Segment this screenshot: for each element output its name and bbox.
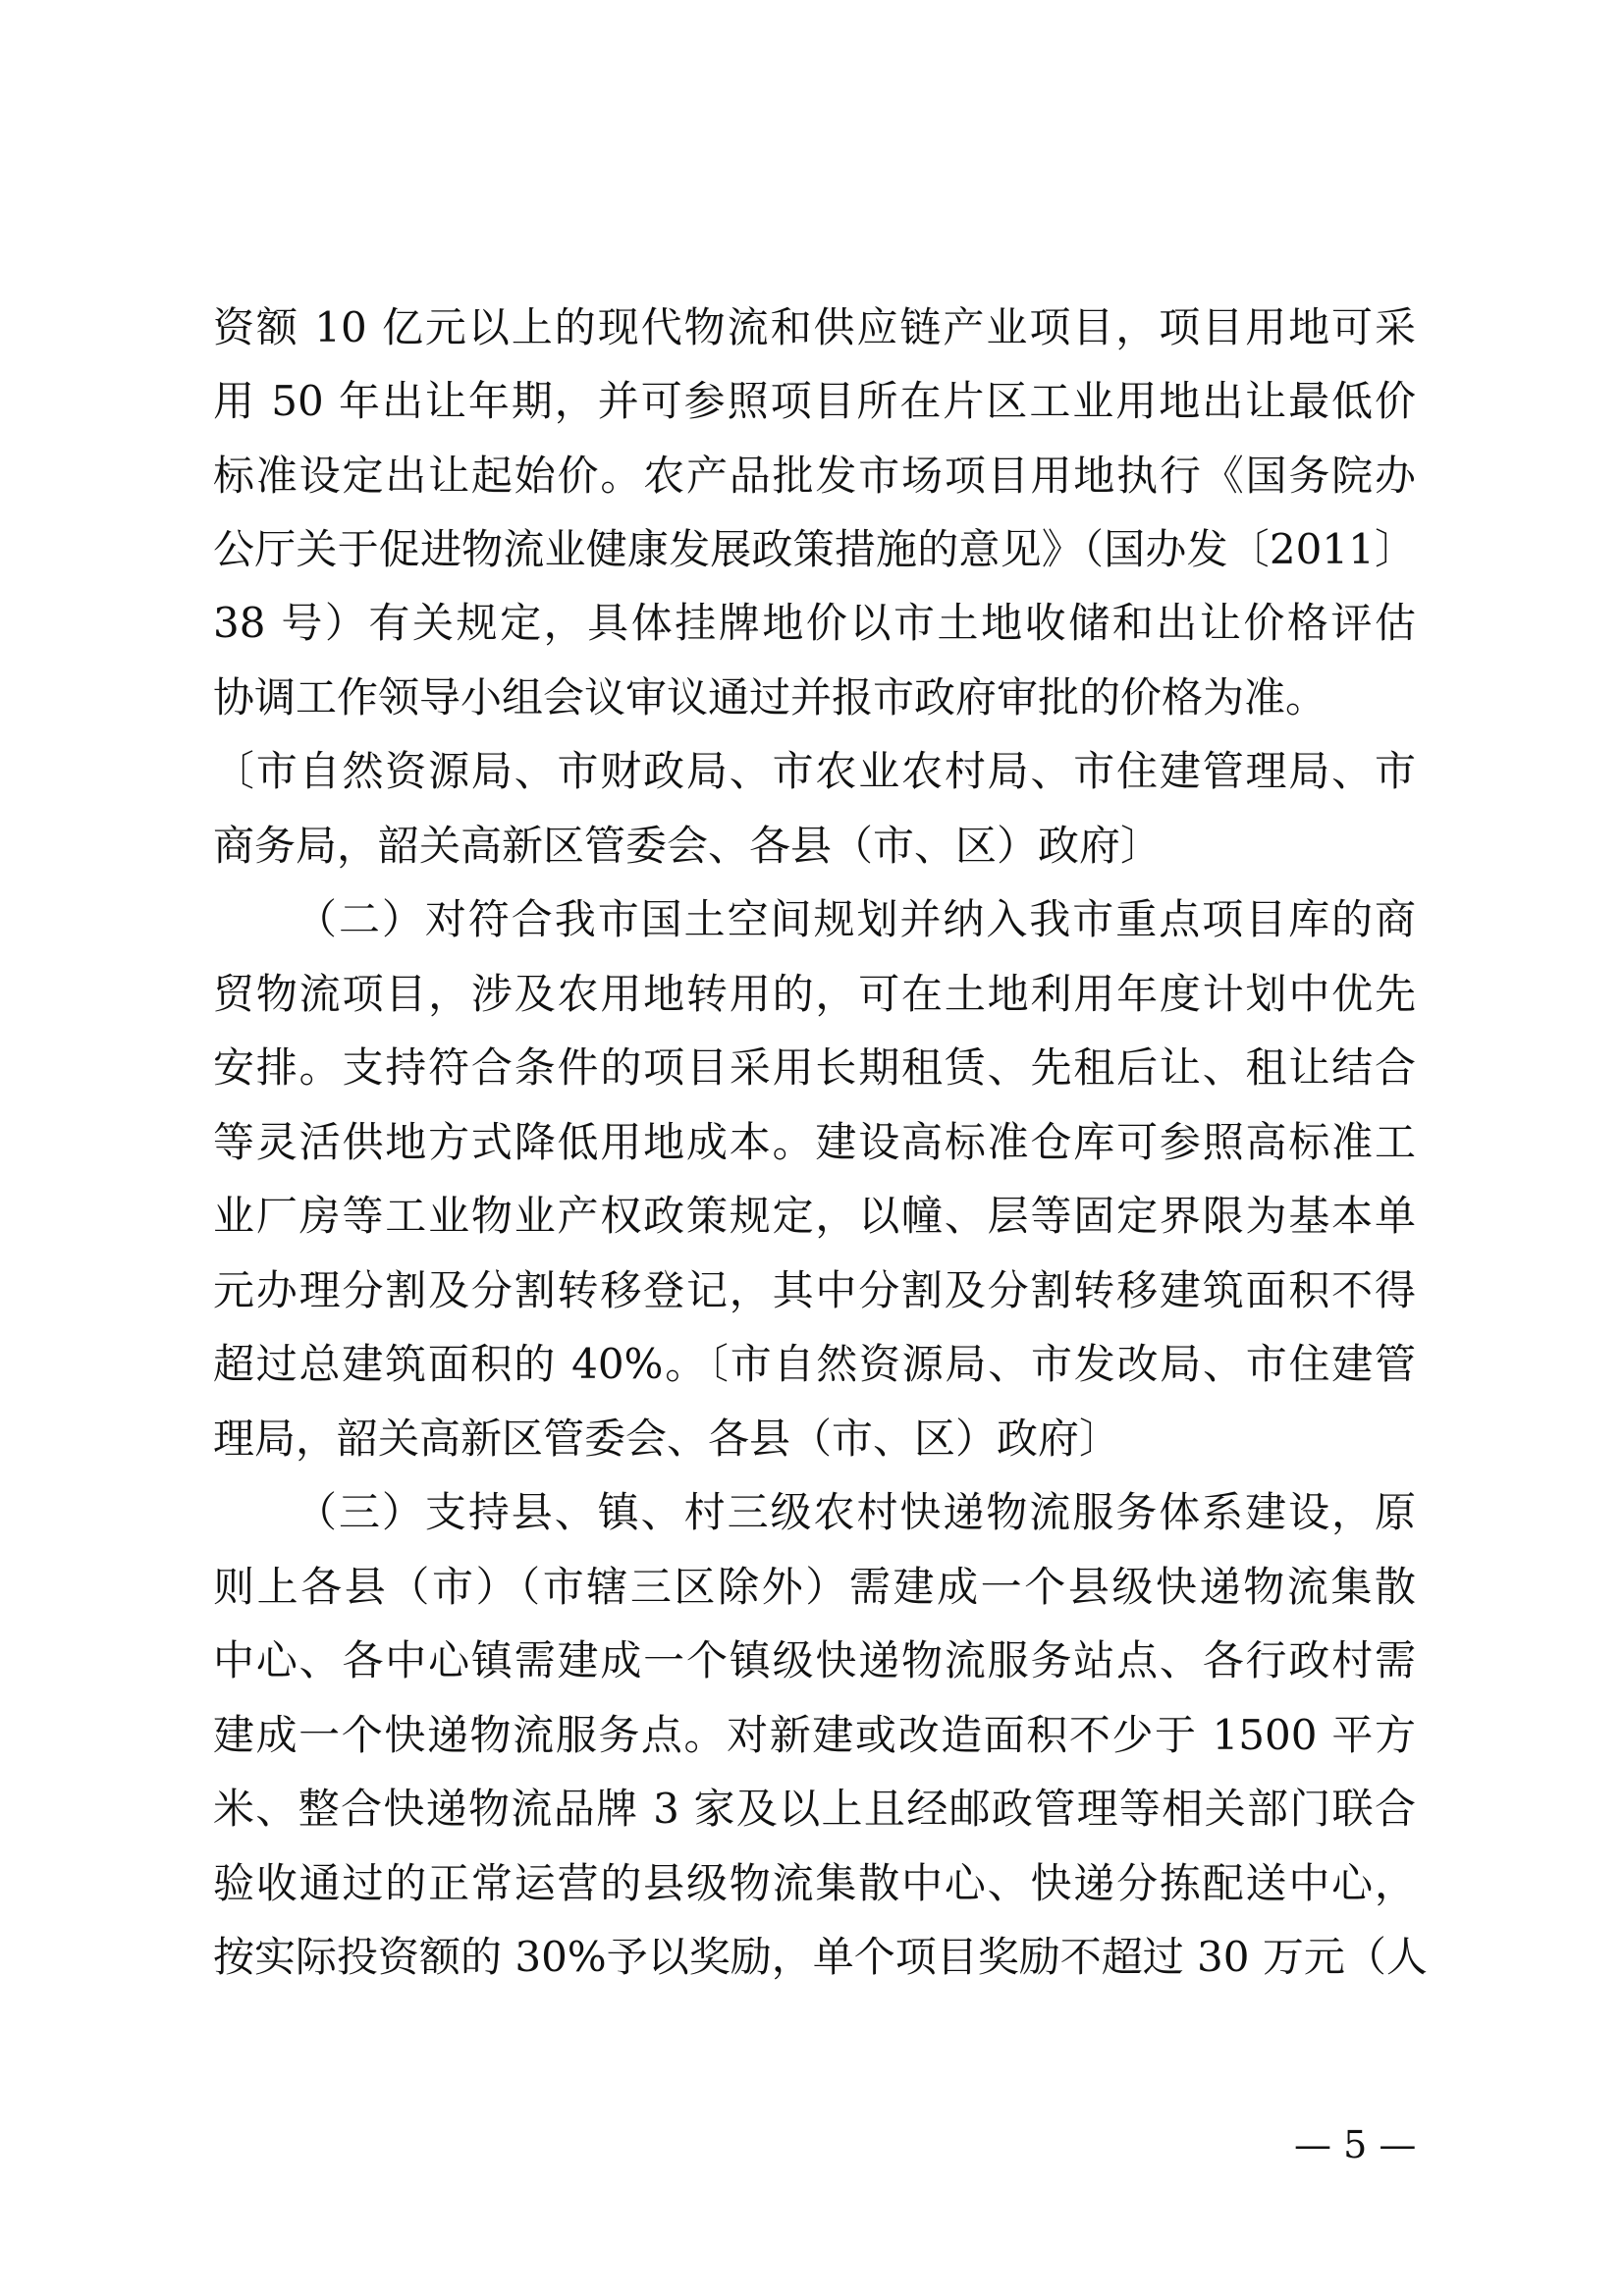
body-line-3: 标准设定出让起始价。农产品批发市场项目用地执行《国务院办: [213, 452, 1416, 500]
body-line-4: 公厅关于促进物流业健康发展政策措施的意见》（国办发〔2011〕: [213, 525, 1416, 573]
paragraph-2-line-1: （二）对符合我市国土空间规划并纳入我市重点项目库的商: [296, 895, 1416, 943]
paragraph-2-line-2: 贸物流项目，涉及农用地转用的，可在土地利用年度计划中优先: [213, 970, 1416, 1018]
paragraph-2-line-5: 业厂房等工业物业产权政策规定，以幢、层等固定界限为基本单: [213, 1192, 1416, 1240]
paragraph-3-line-6: 验收通过的正常运营的县级物流集散中心、快递分拣配送中心，: [213, 1859, 1416, 1907]
body-line-6: 协调工作领导小组会议审议通过并报市政府审批的价格为准。: [213, 673, 1327, 721]
paragraph-2-line-8: 理局，韶关高新区管委会、各县（市、区）政府〕: [213, 1415, 1121, 1463]
body-line-7: 〔市自然资源局、市财政局、市农业农村局、市住建管理局、市: [213, 747, 1416, 795]
body-line-5: 38 号）有关规定，具体挂牌地价以市土地收储和出让价格评估: [213, 599, 1416, 647]
paragraph-2-line-6: 元办理分割及分割转移登记，其中分割及分割转移建筑面积不得: [213, 1266, 1416, 1314]
paragraph-3-line-2: 则上各县（市）（市辖三区除外）需建成一个县级快递物流集散: [213, 1563, 1416, 1611]
body-line-1: 资额 10 亿元以上的现代物流和供应链产业项目，项目用地可采: [213, 303, 1416, 351]
paragraph-3-line-4: 建成一个快递物流服务点。对新建或改造面积不少于 1500 平方: [213, 1711, 1416, 1759]
body-line-2: 用 50 年出让年期，并可参照项目所在片区工业用地出让最低价: [213, 377, 1416, 425]
paragraph-2-line-4: 等灵活供地方式降低用地成本。建设高标准仓库可参照高标准工: [213, 1118, 1416, 1166]
paragraph-3-line-7: 按实际投资额的 30%予以奖励，单个项目奖励不超过 30 万元（人: [213, 1933, 1428, 1981]
paragraph-3-line-5: 米、整合快递物流品牌 3 家及以上且经邮政管理等相关部门联合: [213, 1785, 1416, 1833]
page-number: — 5 —: [1294, 2123, 1417, 2166]
paragraph-3-line-1: （三）支持县、镇、村三级农村快递物流服务体系建设，原: [296, 1488, 1416, 1536]
paragraph-3-line-3: 中心、各中心镇需建成一个镇级快递物流服务站点、各行政村需: [213, 1636, 1416, 1684]
body-line-8: 商务局，韶关高新区管委会、各县（市、区）政府〕: [213, 822, 1163, 870]
paragraph-2-line-3: 安排。支持符合条件的项目采用长期租赁、先租后让、租让结合: [213, 1043, 1416, 1092]
paragraph-2-line-7: 超过总建筑面积的 40%。〔市自然资源局、市发改局、市住建管: [213, 1340, 1416, 1388]
